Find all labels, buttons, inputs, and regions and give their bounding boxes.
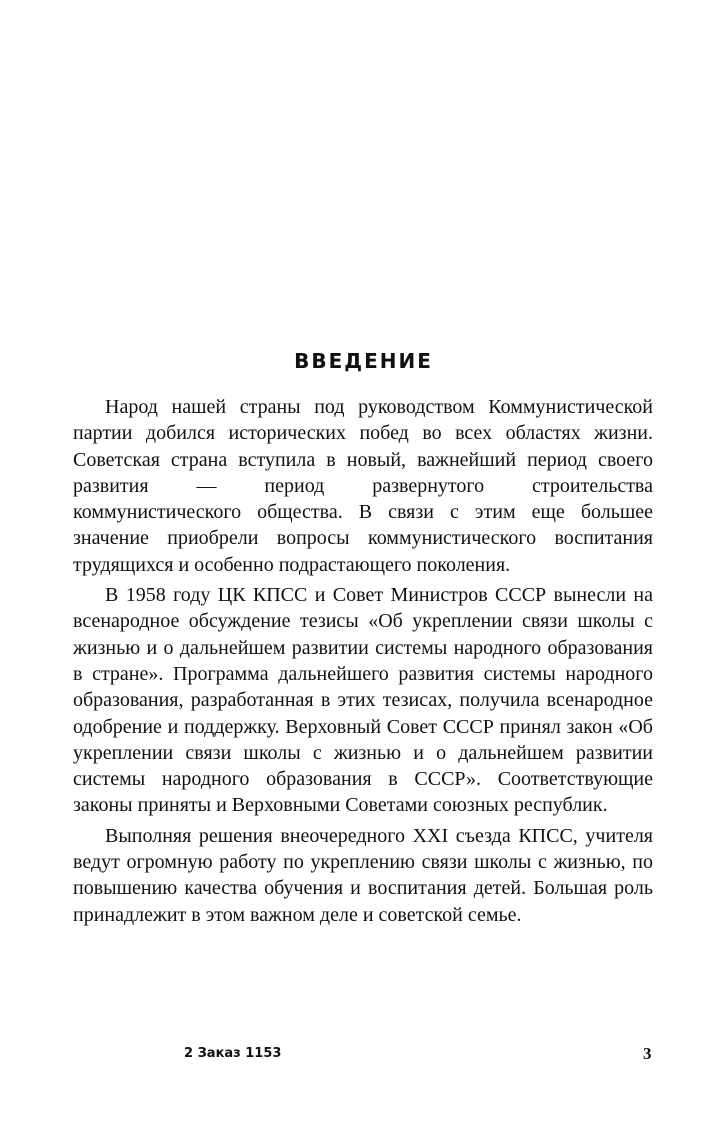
chapter-heading: ВВЕДЕНИЕ [294,349,433,373]
printer-signature-mark: 2 Заказ 1153 [184,1046,282,1061]
page-number: 3 [643,1044,652,1063]
paragraph-1: Народ нашей страны под руководством Коммунистической партии добился исторических побед во всех областях жизни. Советская страна вступила в новый, важнейший период своего развития — период развернутого строительства коммунистического общества. В связи с этим еще большее значение приобрели вопросы коммунистического воспитания трудящихся и особенно подрастающего поколения. [73,396,653,576]
body-text [73,394,653,932]
paragraph-2: В 1958 году ЦК КПСС и Совет Министров СССР вынесли на всенародное обсуждение тезисы «Об укреплении связи школы с жизнью и о дальнейшем развитии системы народного образования в стране». Программа дальнейшего развития системы народного образования, разработанная в этих тезисах, получила всенародное одобрение и поддержку. Верховный Совет СССР принял закон «Об укреплении связи школы с жизнью и о дальнейшем развитии системы народного образования в СССР». Соответствующие законы приняты и Верховными Советами союзных республик. [73,584,653,817]
paragraph-3: Выполняя решения внеочередного XXI съезда КПСС, учителя ведут огромную работу по укреплению связи школы с жизнью, по повышению качества обучения и воспитания детей. Большая роль принадлежит в этом важном деле и советской семье. [73,824,653,926]
